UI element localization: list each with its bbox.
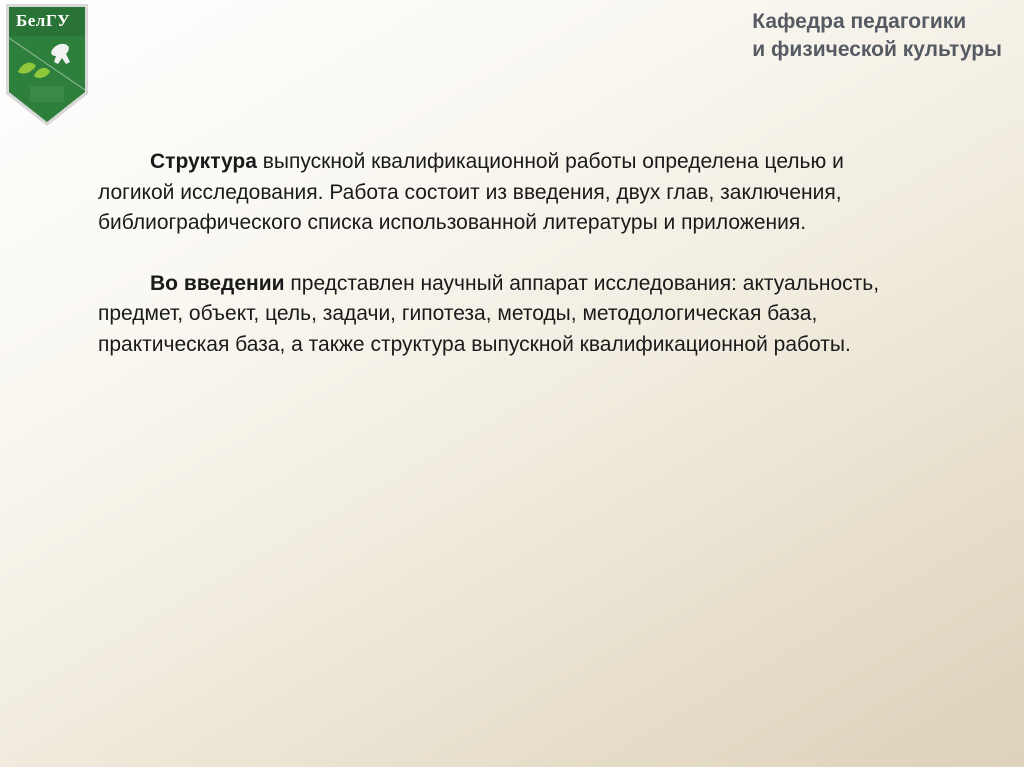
paragraph-bold-lead: Во введении [150,271,285,295]
paragraph-structure [98,147,898,239]
logo-text: БелГУ [16,11,71,30]
paragraph-bold-lead: Структура [150,150,257,173]
paragraph-body: представлен научный аппарат исследования: актуальность, предмет, объект, цель, задачи, гипотеза, методы, методологическая база, практическая база, а также структура выпускной квалификационной работы. [98,271,880,356]
paragraph-introduction [98,269,898,361]
department-title-line2: и физической культуры [752,38,1002,61]
department-title-line1: Кафедра педагогики [752,10,967,33]
university-logo [4,2,90,128]
main-content [98,147,898,360]
department-title [752,8,1002,64]
paragraph-body: выпускной квалификационной работы определена целью и логикой исследования. Работа состоит из введения, двух глав, заключения, библиографического списка использованной литературы и приложения. [98,150,844,234]
